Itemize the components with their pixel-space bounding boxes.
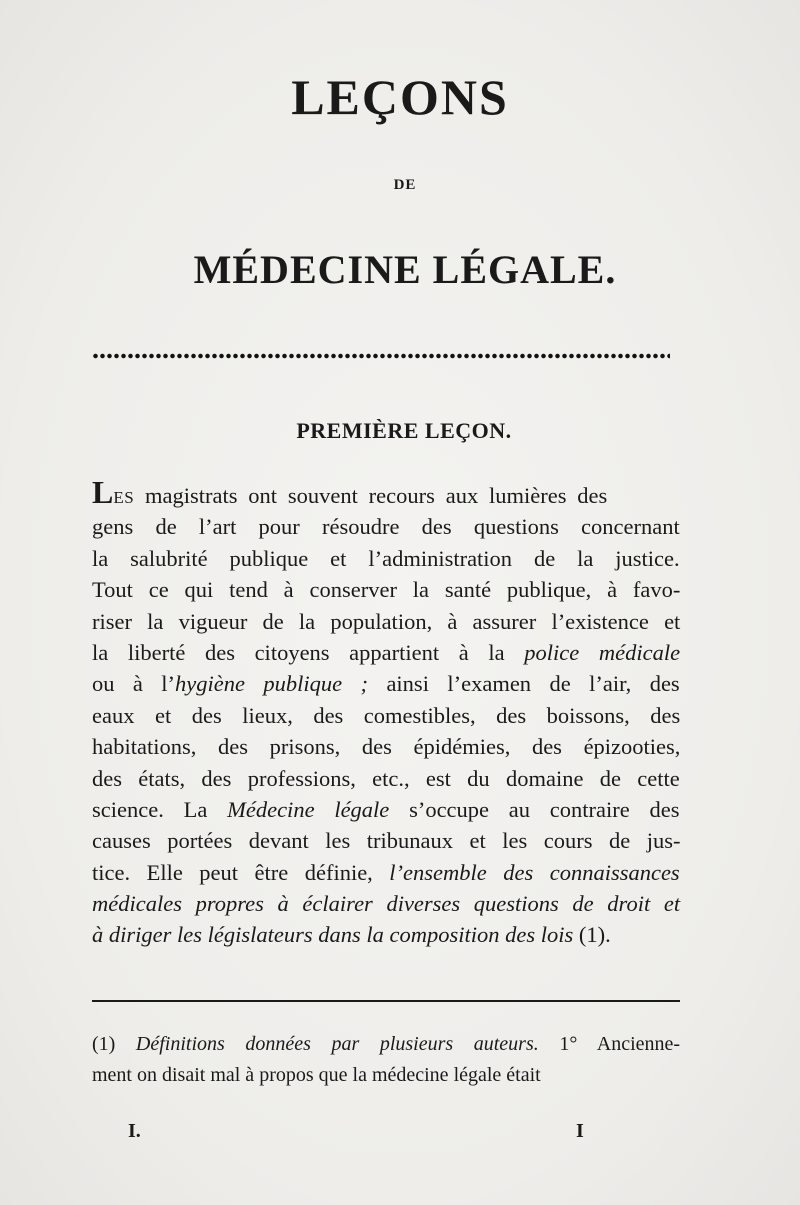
line-text: habitations, des prisons, des épidémies, des épizooties,	[92, 734, 681, 760]
line-text: Tout ce qui tend à conserver la santé publique, à favo-	[92, 577, 681, 603]
line-text: eaux et des lieux, des comestibles, des boissons, des	[92, 702, 681, 728]
text-line	[92, 794, 680, 825]
footnote-rule	[92, 1000, 680, 1002]
drop-cap: L	[92, 474, 114, 510]
text-line	[92, 511, 680, 542]
footnote-italic: Définitions données par plusieurs auteurs.	[135, 1033, 539, 1055]
text-line	[92, 700, 680, 731]
line-text: science. La	[92, 796, 228, 822]
text-line	[92, 825, 680, 856]
text-line	[92, 637, 680, 668]
line-text: des états, des professions, etc., est du domaine de cette	[92, 765, 680, 791]
line-text: s’occupe au contraire des	[389, 796, 680, 822]
footnote-line	[92, 1030, 680, 1061]
footnote-marker: (1)	[92, 1033, 116, 1055]
line-text: ou à l’	[92, 671, 176, 697]
book-subtitle: MÉDECINE LÉGALE.	[193, 247, 617, 292]
text-line	[92, 763, 680, 794]
footnote-reference: (1).	[573, 922, 611, 948]
line-text: causes portées devant les tribunaux et les cours de jus-	[92, 828, 681, 854]
text-line	[92, 574, 680, 605]
line-text: magistrats ont souvent recours aux lumières des	[134, 483, 608, 508]
text-line	[92, 543, 680, 574]
italic-term: l’ensemble des connaissances	[389, 859, 680, 885]
line-text: la liberté des citoyens appartient à la	[92, 639, 525, 665]
text-line	[92, 606, 680, 637]
line-text: ainsi l’examen de l’air, des	[368, 671, 680, 697]
italic-term: Médecine légale	[227, 796, 390, 822]
line-text: riser la vigueur de la population, à assurer l’existence et	[92, 608, 681, 634]
line-text: la salubrité publique et l’administration de la justice.	[92, 545, 680, 571]
text-line	[92, 919, 680, 950]
text-line	[92, 731, 680, 762]
italic-term: hygiène publique ;	[175, 671, 369, 697]
text-line	[92, 888, 680, 919]
footnote	[92, 1030, 680, 1093]
italic-term: police médicale	[524, 639, 681, 665]
small-caps: ES	[113, 488, 135, 507]
line-text: gens de l’art pour résoudre des questions concernant	[92, 514, 680, 540]
footnote-text: 1° Ancienne-	[538, 1033, 681, 1055]
signature-mark: I.	[128, 1120, 141, 1142]
text-line	[92, 668, 680, 699]
footnote-line	[92, 1061, 680, 1092]
sheet-number: I	[576, 1120, 584, 1142]
footnote-text: ment on disait mal à propos que la médecine légale était	[92, 1064, 541, 1087]
line-text: tice. Elle peut être définie,	[92, 859, 390, 885]
italic-term: médicales propres à éclairer diverses questions de droit et	[92, 891, 681, 917]
text-line	[92, 857, 680, 888]
book-title: LEÇONS	[291, 69, 509, 125]
title-preposition: DE	[393, 177, 417, 193]
body-paragraph	[92, 474, 681, 951]
italic-term: à diriger les législateurs dans la composition des lois	[92, 922, 574, 948]
text-line	[92, 474, 680, 511]
ornamental-divider	[92, 353, 670, 359]
lesson-title: PREMIÈRE LEÇON.	[296, 418, 512, 443]
